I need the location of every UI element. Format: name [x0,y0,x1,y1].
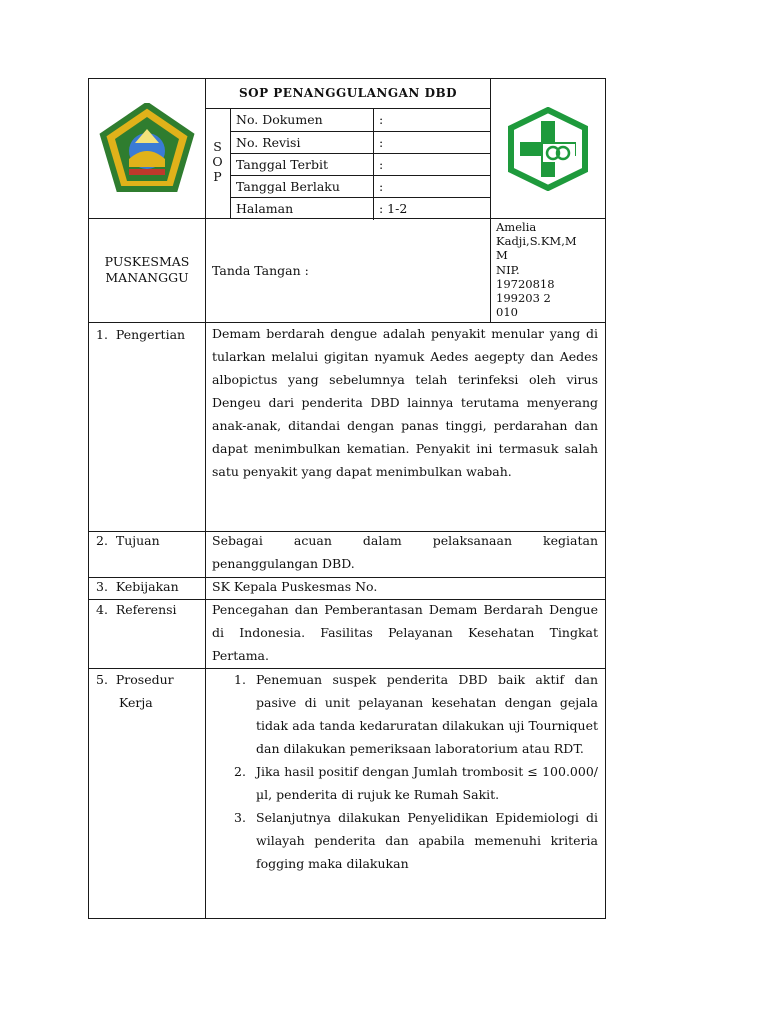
list-item-number: 3. [234,810,246,825]
section-label-referensi: 4. Referensi [96,602,177,617]
section-label-cell [88,322,206,532]
list-item-text: Jika hasil positif dengan Jumlah trombosit ≤ 100.000/µl, penderita di rujuk ke Rumah Sakit. [256,764,598,802]
field-value: : [379,179,384,194]
list-item [206,760,598,806]
section-text-tujuan: Sebagai acuan dalam pelaksanaan kegiatan penanggulangan DBD. [212,533,598,571]
list-item-text: Penemuan suspek penderita DBD baik aktif dan pasive di unit pelayanan kesehatan dengan gejala tidak ada tanda kedaruratan dilakukan uji Tourniquet dan dilakukan pemeriksaan laboratorium atau RDT. [256,672,598,756]
puskesmas-logo-icon [506,107,590,191]
document-title: SOP PENANGGULANGAN DBD [238,86,458,100]
list-item-number: 1. [234,672,246,687]
field-value: : [379,135,384,150]
section-label-cell [88,599,206,669]
list-item-text: Selanjutnya dilakukan Penyelidikan Epidemiologi di wilayah penderita dan apabila memenuhi kriteria fogging maka dilakukan [256,810,598,871]
field-row [231,108,490,131]
field-value: : [379,112,384,127]
signer-line: Kadji,S.KM,M [496,234,577,248]
signer-line: NIP. [496,263,520,277]
signer-line: M [496,248,508,262]
sop-letter-o: O [212,154,223,169]
institution-cell [88,218,206,323]
signer-line: Amelia [496,220,537,234]
procedure-list [206,668,598,875]
section-label-prosedur: 5. Prosedur [96,672,174,687]
field-label: Tanggal Berlaku [231,176,374,198]
section-text-kebijakan: SK Kepala Puskesmas No. [212,579,378,594]
section-content-cell [205,531,606,578]
section-content-cell [205,577,606,600]
field-value: : [379,157,384,172]
sop-letter-cell [205,108,231,219]
section-content-cell [205,668,606,919]
signature-label-cell [205,218,491,323]
regional-emblem-icon [99,103,195,193]
field-row [231,197,490,219]
sop-letter-p: P [213,169,222,184]
header-logo-cell-right [490,78,606,219]
section-label-cell [88,531,206,578]
section-content-cell [205,599,606,669]
list-item [206,668,598,760]
section-label-cell [88,668,206,919]
section-label-tujuan: 2. Tujuan [96,533,160,548]
section-label-cell [88,577,206,600]
field-label: No. Revisi [231,132,374,154]
list-item [206,806,598,875]
section-label-kebijakan: 3. Kebijakan [96,579,179,594]
institution-name: PUSKESMAS MANANGGU [104,254,190,285]
signer-cell [490,218,606,323]
signature-label: Tanda Tangan : [212,263,309,278]
signer-line: 010 [496,305,518,319]
sop-letter-s: S [213,139,222,154]
field-label: Halaman [231,198,374,220]
signer-line: 19720818 [496,277,555,291]
field-row [231,153,490,175]
field-value: : 1-2 [379,201,408,216]
section-content-cell [205,322,606,532]
field-row [231,131,490,153]
field-label: No. Dokumen [231,109,374,131]
list-item-number: 2. [234,764,246,779]
field-label: Tanggal Terbit [231,154,374,176]
section-text-referensi: Pencegahan dan Pemberantasan Demam Berdarah Dengue di Indonesia. Fasilitas Pelayanan Kesehatan Tingkat Pertama. [212,602,598,663]
section-label-prosedur-kerja: Kerja [119,695,153,710]
field-row [231,175,490,197]
header-logo-cell-left [88,78,206,219]
section-label-pengertian: 1. Pengertian [96,327,186,342]
section-text-pengertian: Demam berdarah dengue adalah penyakit menular yang di tularkan melalui gigitan nyamuk Aedes aegepty dan Aedes albopictus yang sebelumnya telah terinfeksi oleh virus Dengeu dari penderita DBD lainnya terutama menyerang anak-anak, ditandai dengan panas tinggi, perdarahan dan dapat menimbulkan kematian. Penyakit ini termasuk salah satu penyakit yang dapat menimbulkan wabah. [212,326,598,479]
signer-line: 199203 2 [496,291,551,305]
